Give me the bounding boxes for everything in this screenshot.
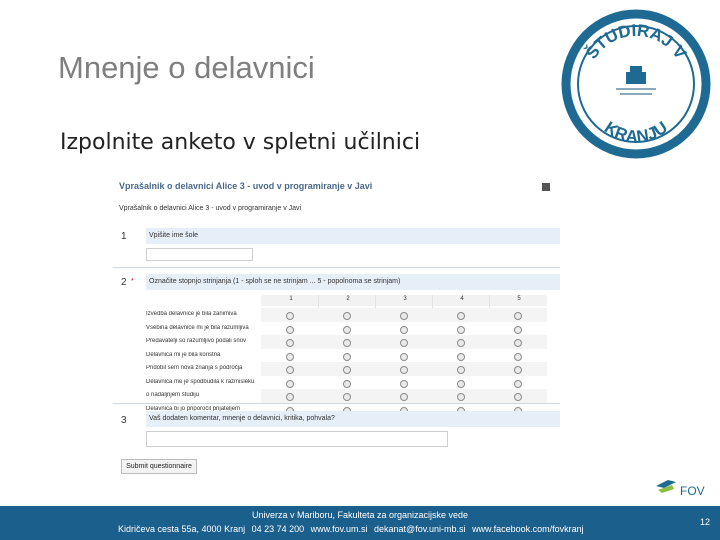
rating-radio-3[interactable] (400, 393, 408, 401)
rating-radio-4[interactable] (457, 312, 465, 320)
phone-text: 04 23 74 200 (251, 524, 305, 534)
rating-radio-1[interactable] (286, 312, 294, 320)
rating-radio-1[interactable] (286, 380, 294, 388)
rating-radio-4[interactable] (457, 326, 465, 334)
rating-row-label: Pridobil sem nova znanja s področja (146, 365, 243, 371)
school-name-input[interactable] (146, 248, 253, 261)
question-1-number: 1 (121, 231, 127, 242)
breadcrumb: Vprašalnik o delavnici Alice 3 - uvod v programiranje v Javi (119, 205, 302, 212)
rating-radio-5[interactable] (514, 339, 522, 347)
slide-subtitle: Izpolnite anketo v spletni učilnici (60, 130, 421, 155)
rating-radio-2[interactable] (343, 326, 351, 334)
question-3-number: 3 (121, 415, 127, 426)
question-divider (113, 403, 560, 404)
scale-label-4: 4 (460, 296, 464, 302)
rating-radio-1[interactable] (286, 326, 294, 334)
edit-icon[interactable] (542, 183, 550, 191)
svg-text:KRANJU: KRANJU (600, 117, 672, 147)
question-3-text: Vaš dodaten komentar, mnenje o delavnici, kritika, pohvala? (146, 411, 560, 427)
rating-radio-3[interactable] (400, 339, 408, 347)
website-link[interactable]: www.fov.um.si (310, 524, 368, 534)
rating-radio-4[interactable] (457, 339, 465, 347)
required-mark: * (131, 278, 134, 285)
rating-row-label: Vsebina delavnice mi je bila razumljiva (146, 324, 249, 331)
rating-radio-4[interactable] (457, 380, 465, 388)
rating-radio-3[interactable] (400, 326, 408, 334)
fov-logo (654, 476, 714, 498)
rating-radio-4[interactable] (457, 353, 465, 361)
rating-radio-2[interactable] (343, 353, 351, 361)
rating-row-label: Izvedba delavnice je bila zanimiva (146, 311, 237, 317)
rating-radio-2[interactable] (343, 312, 351, 320)
rating-scale-header (261, 295, 547, 306)
question-divider (113, 267, 560, 268)
rating-radio-5[interactable] (514, 393, 522, 401)
rating-radio-3[interactable] (400, 353, 408, 361)
svg-text:ŠTUDIRAJ V: ŠTUDIRAJ V (581, 20, 691, 63)
rating-radio-1[interactable] (286, 366, 294, 374)
rating-radio-4[interactable] (457, 366, 465, 374)
question-2-number: 2 (121, 277, 127, 288)
rating-radio-3[interactable] (400, 366, 408, 374)
rating-row-label: o nadaljnjem študiju (146, 392, 200, 398)
studiraj-v-kranju-logo (560, 8, 712, 160)
rating-radio-1[interactable] (286, 353, 294, 361)
rating-radio-1[interactable] (286, 393, 294, 401)
rating-row-label: Delavnica me je spodbudila k razmisleku (146, 378, 255, 385)
scale-label-2: 2 (346, 296, 350, 302)
rating-radio-2[interactable] (343, 366, 351, 374)
facebook-link[interactable]: www.facebook.com/fovkranj (472, 524, 584, 534)
rating-row-label: Delavnica bi jo priporočil prijateljem (146, 405, 241, 412)
footer-contacts (118, 524, 588, 534)
rating-radio-5[interactable] (514, 326, 522, 334)
page-number: 12 (699, 517, 710, 527)
footer-university: Univerza v Mariboru, Fakulteta za organizacijske vede (251, 510, 469, 520)
question-1-text: Vpišite ime šole (146, 228, 560, 244)
address-text: Kidričeva cesta 55a, 4000 Kranj (118, 524, 246, 534)
rating-radio-5[interactable] (514, 366, 522, 374)
submit-questionnaire-button[interactable]: Submit questionnaire (121, 459, 197, 474)
rating-radio-5[interactable] (514, 380, 522, 388)
rating-row-label: Predavatelji so razumljivo podali snov (146, 338, 247, 344)
rating-radio-5[interactable] (514, 353, 522, 361)
rating-radio-5[interactable] (514, 312, 522, 320)
rating-radio-1[interactable] (286, 339, 294, 347)
scale-label-1: 1 (289, 296, 293, 302)
questionnaire-title: Vprašalnik o delavnici Alice 3 - uvod v programiranje v Javi (119, 181, 373, 191)
rating-radio-3[interactable] (400, 312, 408, 320)
scale-label-3: 3 (403, 296, 407, 302)
rating-radio-4[interactable] (457, 393, 465, 401)
rating-radio-2[interactable] (343, 339, 351, 347)
scale-label-5: 5 (517, 296, 521, 302)
slide-title: Mnenje o delavnici (58, 50, 315, 85)
comment-textarea[interactable] (146, 431, 448, 447)
questionnaire-screenshot (113, 175, 560, 475)
footer-bar (0, 506, 720, 540)
rating-radio-3[interactable] (400, 380, 408, 388)
rating-radio-2[interactable] (343, 380, 351, 388)
question-2-text: Označite stopnjo strinjanja (1 - sploh se ne strinjam ... 5 - popolnoma se strinjam) (146, 274, 560, 290)
fov-logo-text: FOV (680, 484, 705, 498)
email-link[interactable]: dekanat@fov.uni-mb.si (374, 524, 466, 534)
rating-row-label: Delavnica mi je bila koristna (146, 351, 221, 358)
rating-radio-2[interactable] (343, 393, 351, 401)
